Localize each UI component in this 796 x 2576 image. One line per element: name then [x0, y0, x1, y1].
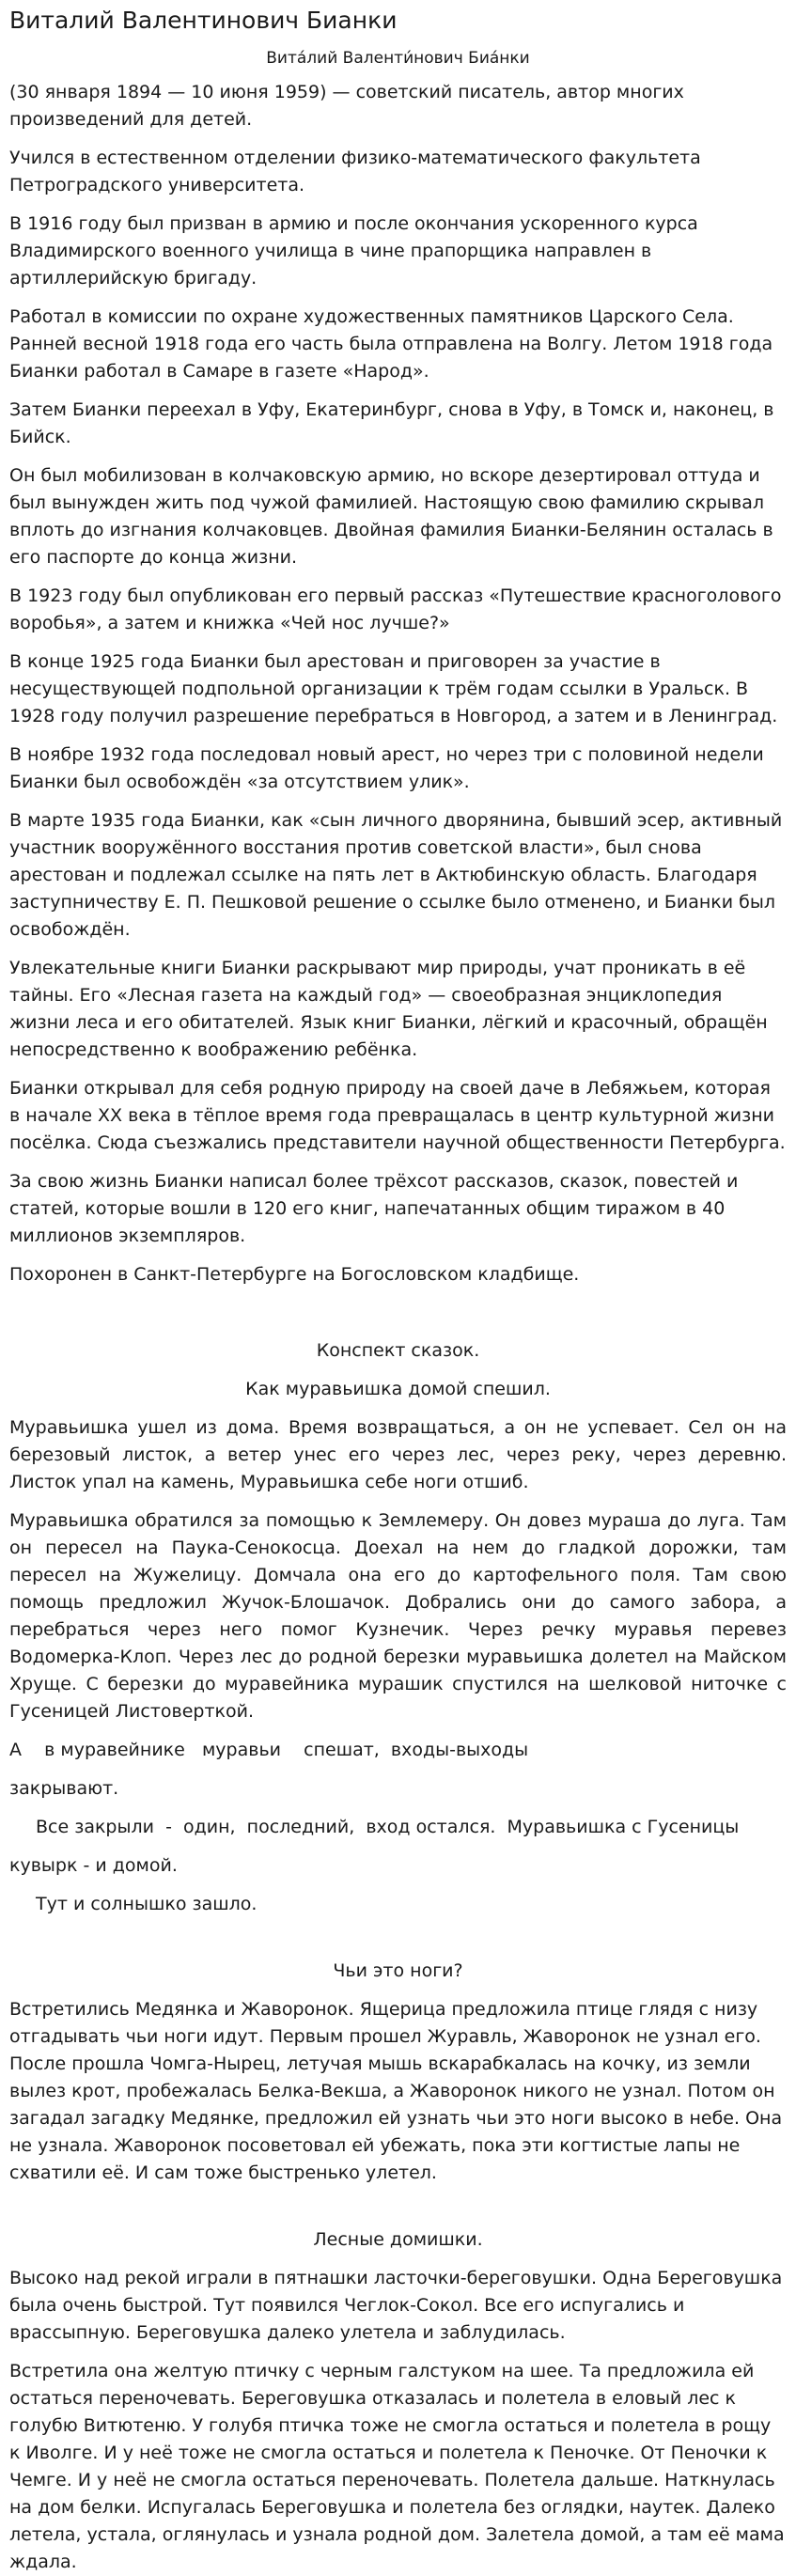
- bio-paragraph: Бианки открывал для себя родную природу на своей даче в Лебяжьем, которая в начале XX века в тёплое время года превращалась в центр культурной жизни посёлка. Сюда съезжались представители научной общественности Петербурга.: [9, 1078, 786, 1153]
- bio-paragraph: В конце 1925 года Бианки был арестован и приговорен за участие в несуществующей подпольной организации к трём годам ссылки в Уральск. В 1928 году получил разрешение перебраться в Новгород, а затем и в Ленинград.: [9, 651, 778, 726]
- bio-paragraph: Увлекательные книги Бианки раскрывают мир природы, учат проникать в её тайны. Его «Лесная газета на каждый год» — своеобразная энциклопедия жизни леса и его обитателей. Язык книг Бианки, лёгкий и красочный, обращён непосредственно к воображению ребёнка.: [9, 958, 768, 1060]
- story-paragraph: А в муравейнике муравьи спешат, входы-выходы: [9, 1740, 529, 1760]
- bio-paragraph: В 1916 году был призван в армию и после окончания ускоренного курса Владимирского военного училища в чине прапорщика направлен в артиллерийскую бригаду.: [9, 213, 698, 289]
- story-paragraph: Тут и солнышко зашло.: [36, 1894, 258, 1914]
- page-title: Виталий Валентинович Бианки: [9, 7, 398, 34]
- story-paragraph: Встретились Медянка и Жаворонок. Ящерица предложила птице глядя с низу отгадывать чьи ноги идут. Первым прошел Журавль, Жаворонок не узнал его. После прошла Чомга-Нырец, летучая мышь вскарабкалась на кочку, из земли вылез крот, пробежалась Белка-Векша, а Жаворонок никого не узнал. Потом он загадал загадку Медянке, предложил ей узнать чьи это ноги высоко в небе. Она не узнала. Жаворонок посоветовал ей убежать, пока эти когтистые лапы не схватили её. И сам тоже быстренько улетел.: [9, 1999, 783, 2183]
- bio-paragraph: Работал в комиссии по охране художественных памятников Царского Села. Ранней весной 1918 года его часть была отправлена на Волгу. Летом 1918 года Бианки работал в Самаре в газете «Народ».: [9, 306, 773, 382]
- story-paragraph: Встретила она желтую птичку с черным галстуком на шее. Та предложила ей остаться переночевать. Береговушка отказалась и полетела в еловый лес к голубю Витютеню. У голубя птичка тоже не смогла остаться и полетела в рощу к Иволге. И у неё тоже не смогла остаться и полетела к Пеночке. От Пеночки к Чемге. И у неё не смогла остаться переночевать. Полетела дальше. Наткнулась на дом белки. Испугалась Береговушка и полетела без оглядки, наутек. Далеко летела, устала, оглянулась и узнала родной дом. Залетела домой, а там её мама ждала.: [9, 2361, 785, 2572]
- spacer: [9, 1300, 787, 1337]
- bio-paragraph: Он был мобилизован в колчаковскую армию, но вскоре дезертировал оттуда и был вынужден жить под чужой фамилией. Настоящую свою фамилию скрывал вплоть до изгнания колчаковцев. Двойная фамилия Бианки-Белянин осталась в его паспорте до конца жизни.: [9, 465, 773, 568]
- bio-paragraph: В 1923 году был опубликован его первый рассказ «Путешествие красноголового воробья», а затем и книжка «Чей нос лучше?»: [9, 585, 782, 633]
- story-title: Чьи это ноги?: [333, 1960, 463, 1981]
- bio-paragraph: Учился в естественном отделении физико-математического факультета Петроградского университета.: [9, 148, 701, 195]
- bio-paragraph: В марте 1935 года Бианки, как «сын личного дворянина, бывший эсер, активный участник вооружённого восстания против советской власти», был снова арестован и подлежал ссылке на пять лет в Актюбинскую область. Благодаря заступничеству Е. П. Пешковой решение о ссылке было отменено, и Бианки был освобождён.: [9, 810, 783, 940]
- story-paragraph: Муравьишка обратился за помощью к Землемеру. Он довез мураша до луга. Там он пересел на Паука-Сенокосца. Доехал на нем до гладкой дорожки, там пересел на Жужелицу. Домчала она его до картофельного поля. Там свою помощь предложил Жучок-Блошачок. Добрались они до самого забора, а перебраться через него помог Кузнечик. Через речку муравья перевез Водомерка-Клоп. Через лес до родной березки муравьишка долетел на Майском Хруще. С березки до муравейника мурашик спустился на шелковой ниточке с Гусеницей Листоверткой.: [9, 1510, 787, 1722]
- story-paragraph: Высоко над рекой играли в пятнашки ласточки-береговушки. Одна Береговушка была очень быстрой. Тут появился Чеглок-Сокол. Все его испугались и врассыпную. Береговушка далеко улетела и заблудилась.: [9, 2268, 783, 2343]
- bio-paragraph: (30 января 1894 — 10 июня 1959) — советский писатель, автор многих произведений для детей.: [9, 82, 684, 130]
- bio-paragraph: В ноябре 1932 года последовал новый арест, но через три с половиной недели Бианки был освобождён «за отсутствием улик».: [9, 744, 764, 792]
- story-title: Лесные домишки.: [313, 2229, 483, 2250]
- bio-paragraph: За свою жизнь Бианки написал более трёхсот рассказов, сказок, повестей и статей, которые вошли в 120 его книг, напечатанных общим тиражом в 40 миллионов экземпляров.: [9, 1171, 739, 1246]
- konspekt-heading: Конспект сказок.: [316, 1340, 480, 1361]
- spacer: [9, 2198, 787, 2226]
- bio-paragraph: Затем Бианки переехал в Уфу, Екатеринбург, снова в Уфу, в Томск и, наконец, в Бийск.: [9, 399, 774, 447]
- story-paragraph: кувырк - и домой.: [9, 1855, 178, 1876]
- story-title: Как муравьишка домой спешил.: [245, 1379, 551, 1399]
- story-paragraph: Все закрыли - один, последний, вход остался. Муравьишка с Гусеницы: [36, 1817, 740, 1837]
- story-paragraph: закрывают.: [9, 1778, 119, 1799]
- bio-paragraph: Похоронен в Санкт-Петербурге на Богословском кладбище.: [9, 1264, 580, 1285]
- page-subtitle: Вита́лий Валенти́нович Биа́нки: [266, 49, 530, 68]
- story-paragraph: Муравьишка ушел из дома. Время возвращаться, а он не успевает. Сел он на березовый листок, а ветер унес его через лес, через реку, через деревню. Листок упал на камень, Муравьишка себе ноги отшиб.: [9, 1417, 787, 1492]
- spacer: [9, 1929, 787, 1958]
